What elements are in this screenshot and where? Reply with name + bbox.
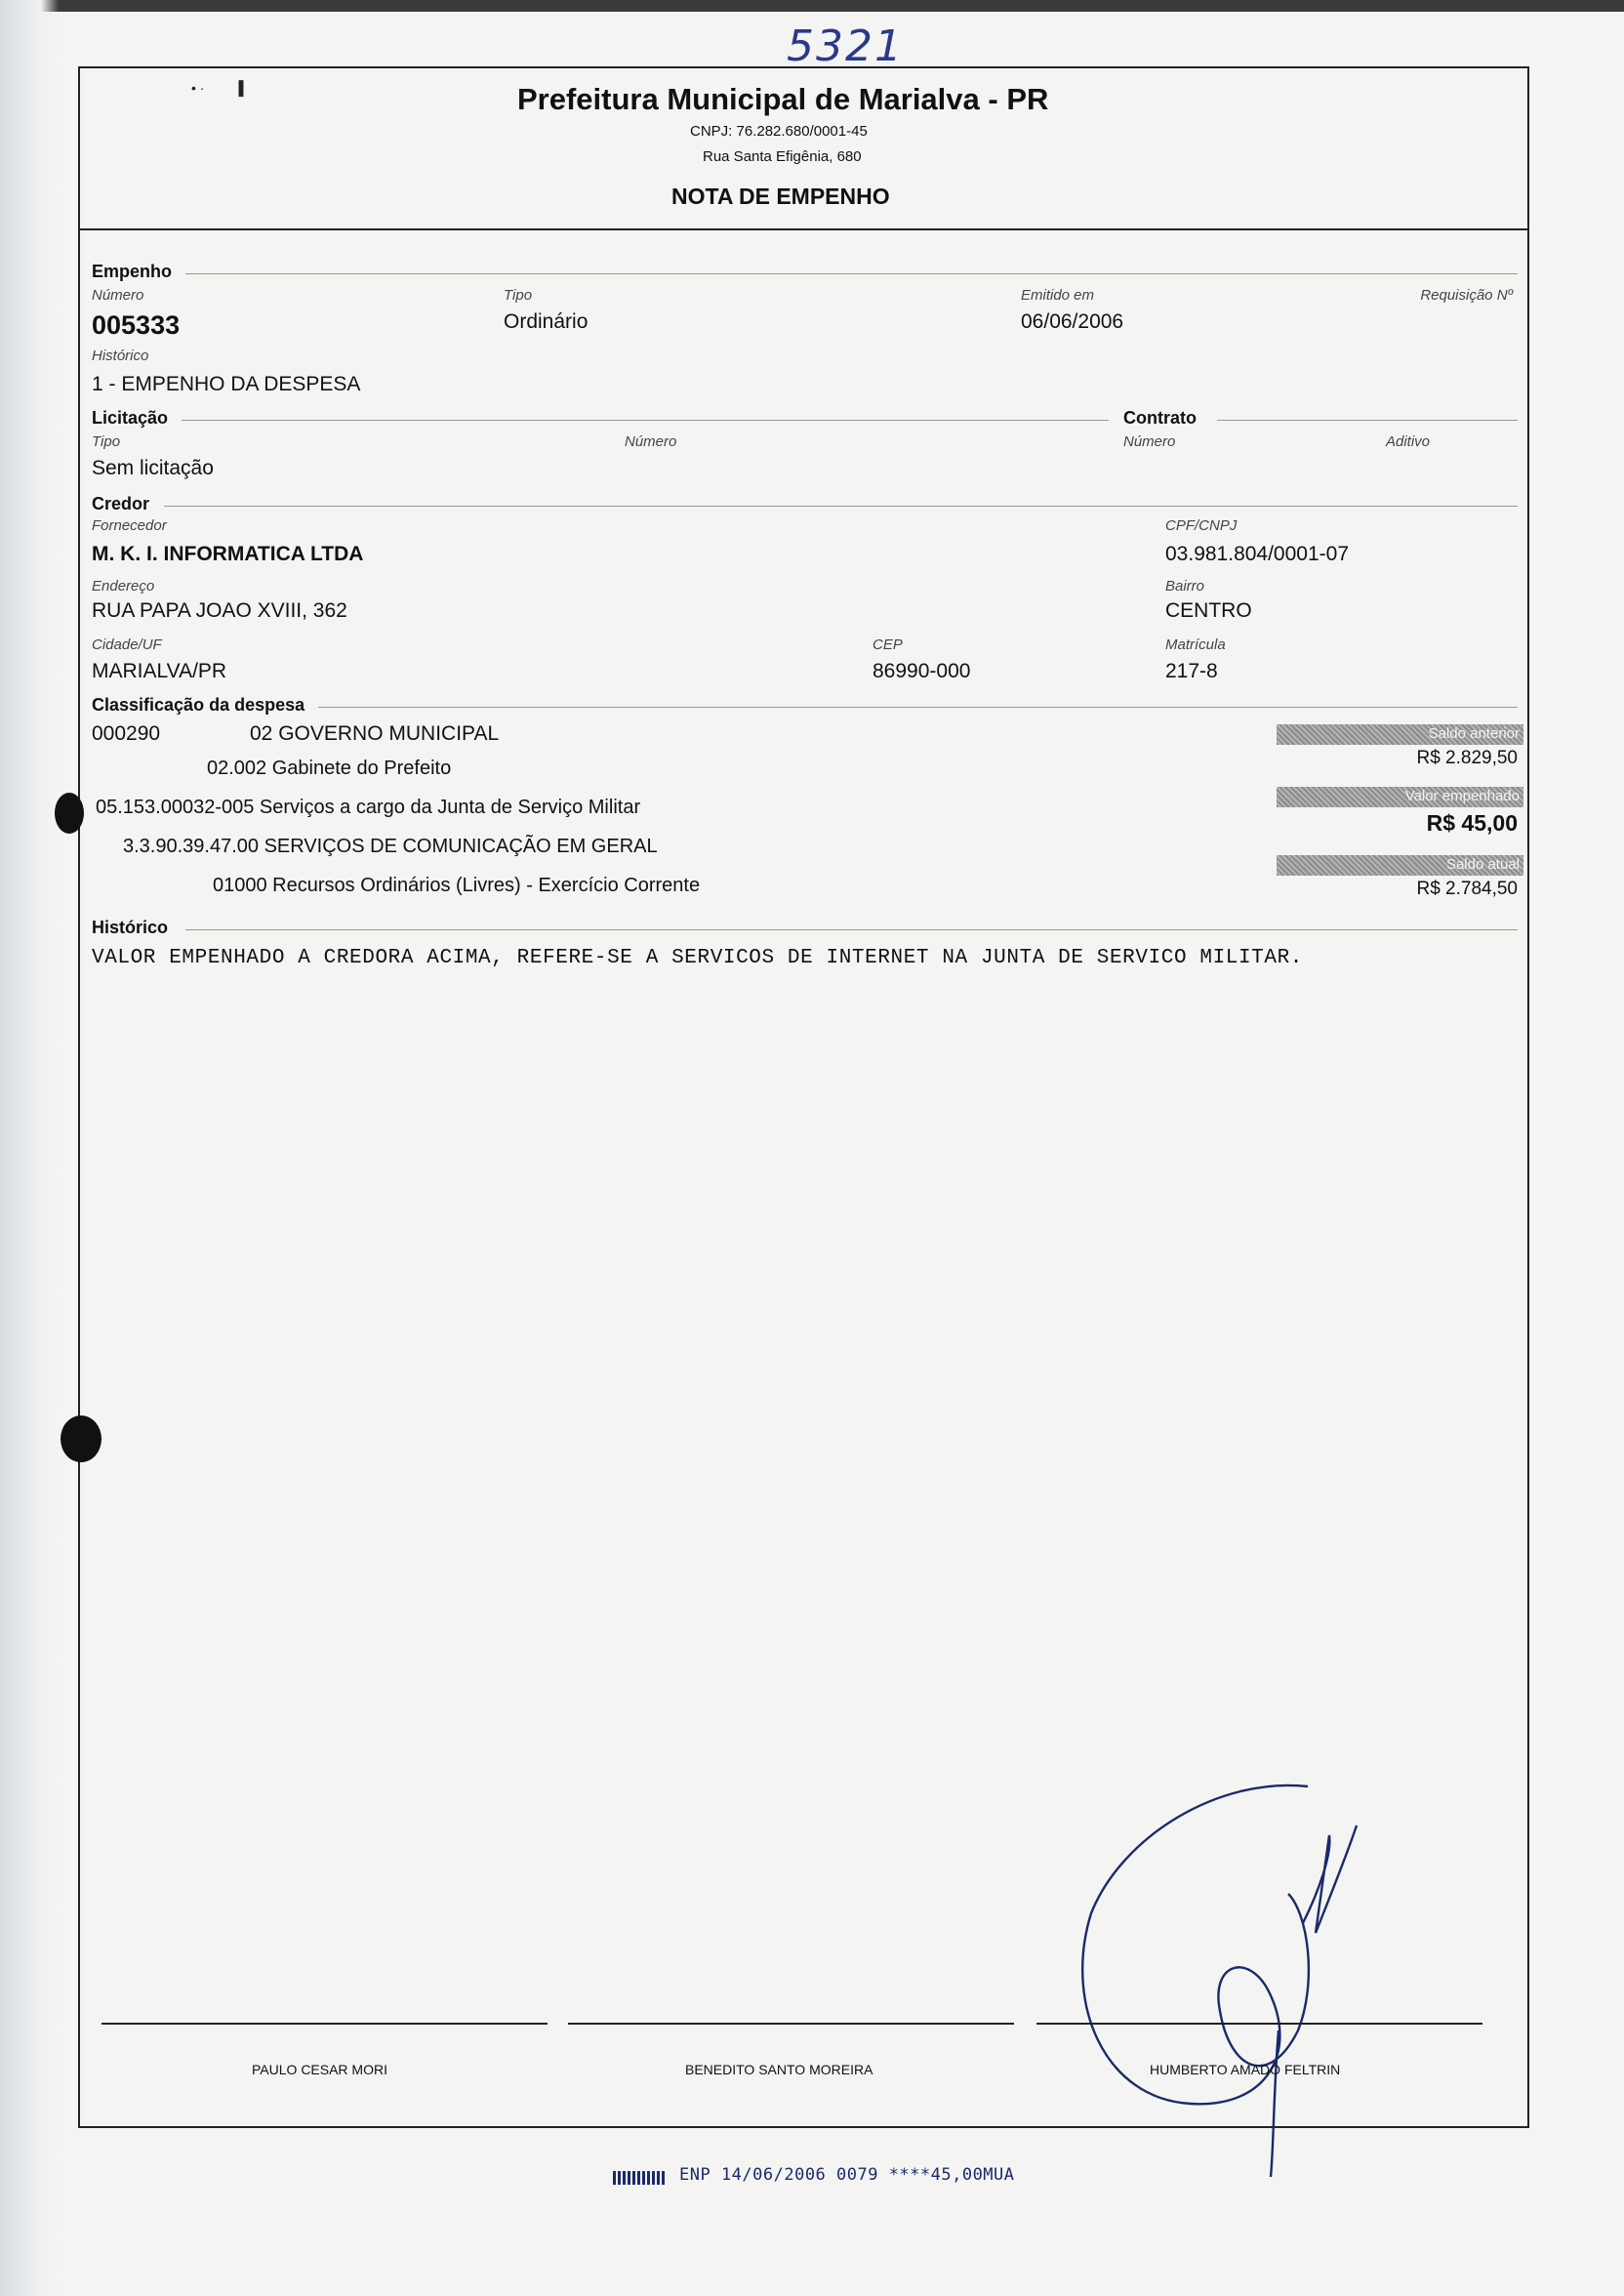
requisicao-label: Requisição Nº <box>1420 287 1513 304</box>
signature-line <box>568 2023 1014 2025</box>
section-rule <box>182 420 1109 421</box>
punch-hole-mark <box>61 1415 102 1462</box>
document-title: NOTA DE EMPENHO <box>671 184 890 209</box>
saldo-anterior-value: R$ 2.829,50 <box>1416 748 1518 768</box>
page-title: Prefeitura Municipal de Marialva - PR <box>517 82 1049 116</box>
saldo-anterior-bar <box>1277 724 1523 745</box>
historico-value: 1 - EMPENHO DA DESPESA <box>92 373 361 395</box>
fornecedor-value: M. K. I. INFORMATICA LTDA <box>92 543 364 565</box>
section-rule <box>1217 420 1518 421</box>
cidade-value: MARIALVA/PR <box>92 660 227 682</box>
classificacao-section-label: Classificação da despesa <box>92 695 305 715</box>
section-rule <box>185 273 1518 274</box>
signatory-3: HUMBERTO AMADO FELTRIN <box>1150 2062 1341 2077</box>
contrato-section-label: Contrato <box>1123 408 1197 428</box>
header-separator <box>78 228 1529 230</box>
saldo-atual-bar <box>1277 855 1523 876</box>
empenho-number: 005333 <box>92 310 181 340</box>
scan-top-edge <box>0 0 1624 12</box>
contrato-aditivo-label: Aditivo <box>1386 433 1431 450</box>
bairro-value: CENTRO <box>1165 599 1252 622</box>
saldo-anterior-label: Saldo anterior <box>1428 725 1520 742</box>
emitido-date: 06/06/2006 <box>1021 310 1124 333</box>
punch-hole-mark <box>55 793 84 834</box>
classificacao-line1: 02 GOVERNO MUNICIPAL <box>250 722 500 745</box>
bairro-label: Bairro <box>1165 578 1205 594</box>
footer-stamp: ENP 14/06/2006 0079 ****45,00MUA <box>679 2165 1015 2185</box>
cpf-value: 03.981.804/0001-07 <box>1165 543 1350 565</box>
saldo-atual-value: R$ 2.784,50 <box>1416 879 1518 899</box>
credor-section-label: Credor <box>92 494 150 513</box>
fornecedor-label: Fornecedor <box>92 517 167 534</box>
cep-label: CEP <box>873 636 903 653</box>
section-rule <box>185 929 1518 930</box>
emitido-label: Emitido em <box>1021 287 1095 304</box>
section-rule <box>318 707 1518 708</box>
matricula-value: 217-8 <box>1165 660 1218 682</box>
cpf-label: CPF/CNPJ <box>1165 517 1238 534</box>
signatory-2: BENEDITO SANTO MOREIRA <box>685 2062 873 2077</box>
numero-label: Número <box>92 287 144 304</box>
saldo-atual-label: Saldo atual <box>1445 856 1520 873</box>
tipo-value: Ordinário <box>504 310 589 333</box>
valor-empenhado-value: R$ 45,00 <box>1426 810 1518 836</box>
licitacao-numero-label: Número <box>625 433 677 450</box>
classificacao-line4: 3.3.90.39.47.00 SERVIÇOS DE COMUNICAÇÃO EM GERAL <box>123 836 658 857</box>
cnpj-line: CNPJ: 76.282.680/0001-45 <box>690 123 868 140</box>
licitacao-section-label: Licitação <box>92 408 169 428</box>
endereco-value: RUA PAPA JOAO XVIII, 362 <box>92 599 347 622</box>
signatory-1: PAULO CESAR MORI <box>252 2062 387 2077</box>
licitacao-tipo-value: Sem licitação <box>92 457 214 479</box>
section-rule <box>164 506 1518 507</box>
historico-label: Histórico <box>92 348 149 364</box>
empenho-section-label: Empenho <box>92 262 173 281</box>
historico-section-label: Histórico <box>92 918 169 937</box>
classificacao-line2: 02.002 Gabinete do Prefeito <box>207 758 452 779</box>
cep-value: 86990-000 <box>873 660 971 682</box>
signature-line <box>1036 2023 1482 2025</box>
signature-line <box>102 2023 548 2025</box>
historico-text: VALOR EMPENHADO A CREDORA ACIMA, REFERE-SE A SERVICOS DE INTERNET NA JUNTA DE SERVICO MILITAR. <box>92 947 1303 969</box>
classificacao-code: 000290 <box>92 722 161 745</box>
licitacao-tipo-label: Tipo <box>92 433 121 450</box>
handwritten-number: 5321 <box>787 21 904 71</box>
classificacao-line3: 05.153.00032-005 Serviços a cargo da Junta de Serviço Militar <box>96 797 641 818</box>
tipo-label: Tipo <box>504 287 533 304</box>
classificacao-line5: 01000 Recursos Ordinários (Livres) - Exercício Corrente <box>213 875 701 896</box>
endereco-label: Endereço <box>92 578 155 594</box>
signature-scribble <box>1064 1777 1396 2187</box>
valor-empenhado-label: Valor empenhado <box>1404 788 1520 804</box>
matricula-label: Matrícula <box>1165 636 1226 653</box>
cidade-label: Cidade/UF <box>92 636 162 653</box>
contrato-numero-label: Número <box>1123 433 1176 450</box>
scan-left-shadow <box>0 0 59 2296</box>
scan-dots: • · ▌ <box>191 80 249 96</box>
stamp-logo-icon <box>613 2171 666 2185</box>
address-line: Rua Santa Efigênia, 680 <box>703 148 862 165</box>
valor-empenhado-bar <box>1277 787 1523 807</box>
